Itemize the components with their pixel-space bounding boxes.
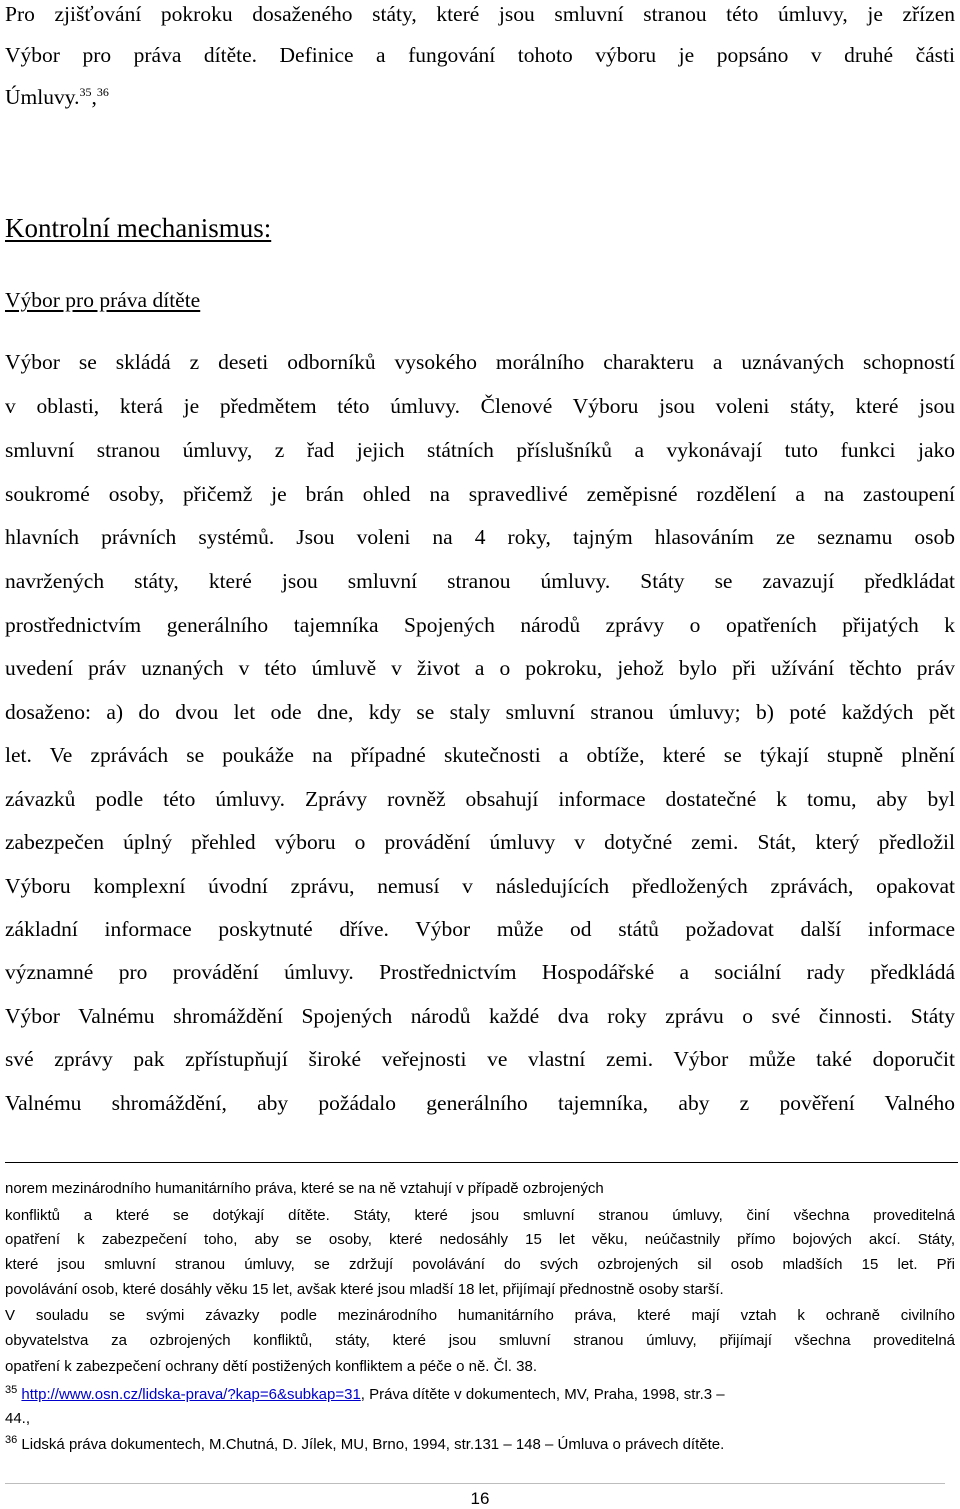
body-line: Valnému shromáždění, aby požádalo generálního tajemníka, aby z pověření Valného [5, 1091, 955, 1115]
body-line: soukromé osoby, přičemž je brán ohled na spravedlivé zeměpisné rozdělení a na zastoupení [5, 482, 955, 506]
intro-line-1: Pro zjišťování pokroku dosaženého státy, které jsou smluvní stranou této úmluvy, je zřízen [5, 2, 955, 26]
body-line: Výbor se skládá z deseti odborníků vysokého morálního charakteru a uznávaných schopností [5, 350, 955, 374]
intro-line-3 [5, 83, 955, 111]
body-line: smluvní stranou úmluvy, z řad jejich státních příslušníků a vykonávají tuto funkci jako [5, 438, 955, 462]
body-line: hlavních právních systémů. Jsou voleni na 4 roky, tajným hlasováním ze seznamu osob [5, 525, 955, 549]
footnote-line: norem mezinárodního humanitárního práva, které se na ně vztahují v případě ozbrojených [5, 1180, 604, 1197]
footnote-36-number: 36 [5, 1434, 18, 1446]
footnote-ref-35[interactable]: 35 [79, 84, 92, 99]
body-line: Výboru komplexní úvodní zprávu, nemusí v následujících předložených zprávách, opakovat [5, 874, 955, 898]
body-line: závazků podle této úmluvy. Zprávy rovněž obsahují informace dostatečné k tomu, aby byl [5, 787, 955, 811]
body-line: navržených státy, které jsou smluvní stranou úmluvy. Státy se zavazují předkládat [5, 569, 955, 593]
footnote-line: konfliktů a které se dotýkají dítěte. Státy, které jsou smluvní stranou úmluvy, činí všechna proveditelná [5, 1207, 955, 1224]
intro-line-2: Výbor pro práva dítěte. Definice a fungování tohoto výboru je popsáno v druhé části [5, 43, 955, 67]
body-line: dosaženo: a) do dvou let ode dne, kdy se staly smluvní stranou úmluvy; b) poté každých pět [5, 700, 955, 724]
footnote-ref-separator: , [91, 85, 97, 109]
page-number: 16 [470, 1489, 490, 1508]
section-subheading: Výbor pro práva dítěte [5, 288, 201, 312]
footnote-35-number: 35 [5, 1384, 18, 1396]
footnote-line: V souladu se svými závazky podle mezinárodního humanitárního práva, které mají vztah k ochraně civilního [5, 1307, 955, 1324]
footnote-35-text: , Práva dítěte v dokumentech, MV, Praha, 1998, str.3 – [360, 1386, 725, 1403]
body-line: své zprávy pak zpřístupňují široké veřejnosti ve vlastní zemi. Výbor může také doporučit [5, 1047, 955, 1071]
body-line: uvedení práv uznaných v této úmluvě v život a o pokroku, jehož bylo při užívání těchto práv [5, 656, 955, 680]
footnote-36 [5, 1435, 955, 1454]
footnote-separator [5, 1162, 958, 1163]
section-heading: Kontrolní mechanismus: [5, 213, 272, 243]
body-line: Výbor Valnému shromáždění Spojených národů každé dva roky zprávu o své činnosti. Státy [5, 1004, 955, 1028]
body-line: významné pro provádění úmluvy. Prostřednictvím Hospodářské a sociální rady předkládá [5, 960, 955, 984]
footnote-35-continuation: 44., [5, 1410, 31, 1427]
footnote-line: opatření k zabezpečení toho, aby se osoby, které nedosáhly 15 let věku, neúčastnily přímo bojových akcí. Státy, [5, 1231, 955, 1248]
footnote-ref-36[interactable]: 36 [96, 84, 109, 99]
footnote-36-text: Lidská práva dokumentech, M.Chutná, D. Jílek, MU, Brno, 1994, str.131 – 148 – Úmluva o právech dítěte. [17, 1436, 725, 1453]
footer-rule [5, 1483, 945, 1484]
footnote-line: které jsou smluvní stranou úmluvy, se zdržují povolávání do svých ozbrojených sil osob mladších 15 let. Při [5, 1256, 955, 1273]
body-line: prostřednictvím generálního tajemníka Spojených národů zprávy o opatřeních přijatých k [5, 613, 955, 637]
intro-line-3-text: Úmluvy. [5, 85, 80, 109]
footnote-line: opatření k zabezpečení ochrany dětí postižených konfliktem a péče o ně. Čl. 38. [5, 1358, 537, 1375]
footnote-35 [5, 1385, 955, 1404]
body-line: zabezpečen úplný přehled výboru o provádění úmluvy v dotyčné zemi. Stát, který předložil [5, 830, 955, 854]
body-line: let. Ve zprávách se poukáže na případné skutečnosti a obtíže, které se týkají stupně plnění [5, 743, 955, 767]
body-line: v oblasti, která je předmětem této úmluvy. Členové Výboru jsou voleni státy, které jsou [5, 394, 955, 418]
footnote-line: obyvatelstva za ozbrojených konfliktů, státy, které jsou smluvní stranou úmluvy, přijímají všechna proveditelná [5, 1332, 955, 1349]
footnote-35-link[interactable]: http://www.osn.cz/lidska-prava/?kap=6&subkap=31 [21, 1386, 361, 1403]
body-line: základní informace poskytnuté dříve. Výbor může od států požadovat další informace [5, 917, 955, 941]
footnote-line: povolávání osob, které dosáhly věku 15 let, avšak které jsou mladší 18 let, přijímají přednostně osoby starší. [5, 1281, 724, 1298]
